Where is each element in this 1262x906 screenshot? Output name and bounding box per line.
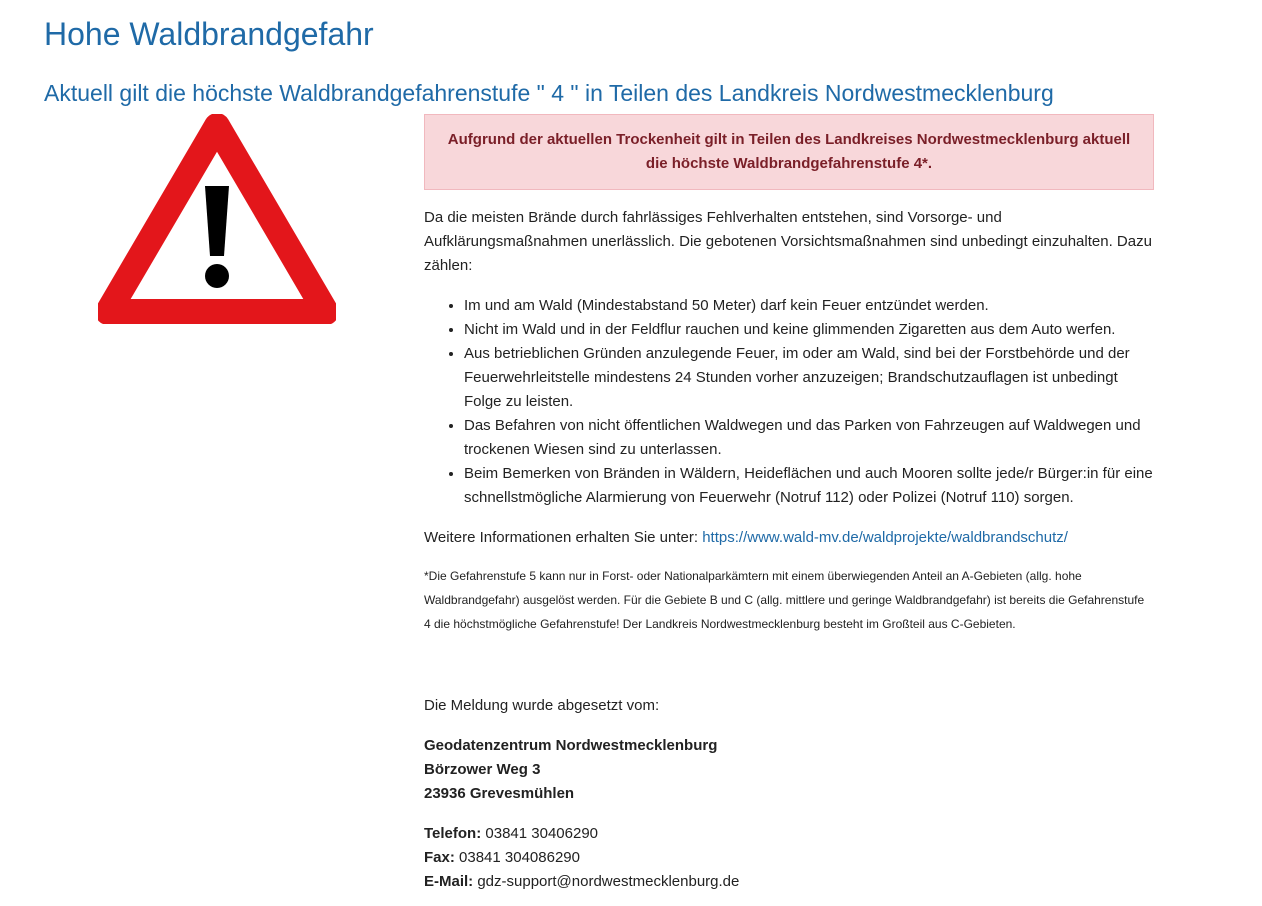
footnote: *Die Gefahrenstufe 5 kann nur in Forst- oder Nationalparkämtern mit einem überwiegenden Anteil an A-Gebieten (allg. hohe Waldbrandgefahr) ausgelöst werden. Für die Gebiete B und C (allg. mittlere und geringe Waldbrandgefahr) ist bereits die Gefahrenstufe 4 die höchstmögliche Gefahrenstufe! Der Landkreis Nordwestmecklenburg besteht im Großteil aus C-Gebieten. (424, 569, 1145, 631)
list-item: • Aus betrieblichen Gründen anzulegende Feuer, im oder am Wald, sind bei der Forstbehörde und der Feuerwehrleitstelle mindestens 24 Stunden vorher anzuzeigen; Brandschutzauflagen ist unbedingt Folge zu leisten. (464, 342, 1154, 414)
list-item: • Nicht im Wald und in der Feldflur rauchen und keine glimmenden Zigaretten aus dem Auto werfen. (464, 318, 1154, 342)
rules-list (424, 294, 1154, 510)
fax-value: 03841 304086290 (454, 849, 580, 866)
reported-by: Die Meldung wurde abgesetzt vom: (424, 697, 660, 714)
org-name: Geodatenzentrum Nordwestmecklenburg (424, 737, 718, 754)
more-info-label: Weitere Informationen erhalten Sie unter: (424, 529, 703, 546)
phone-value: 03841 30406290 (481, 825, 599, 842)
email-value: gdz-support@nordwestmecklenburg.de (473, 873, 740, 890)
contact-fax (424, 846, 1154, 870)
alert-line-2: die höchste Waldbrandgefahrenstufe 4*. (645, 155, 933, 172)
fax-label: Fax: (424, 849, 455, 866)
list-item: • Im und am Wald (Mindestabstand 50 Meter) darf kein Feuer entzündet werden. (464, 294, 1154, 318)
warning-triangle-icon (98, 114, 336, 324)
org-street: Börzower Weg 3 (424, 761, 541, 778)
org-address (424, 734, 1154, 806)
main-content (424, 114, 1154, 894)
page-subtitle: Aktuell gilt die höchste Waldbrandgefahrenstufe " 4 " in Teilen des Landkreis Nordwestmecklenburg (44, 80, 1054, 106)
phone-label: Telefon: (424, 825, 482, 842)
page-title: Hohe Waldbrandgefahr (44, 16, 374, 52)
org-city: 23936 Grevesmühlen (424, 785, 575, 802)
email-label: E-Mail: (424, 873, 474, 890)
list-item: • Beim Bemerken von Bränden in Wäldern, Heideflächen und auch Mooren sollte jede/r Bürger:in für eine schnellstmögliche Alarmierung von Feuerwehr (Notruf 112) oder Polizei (Notruf 110) sorgen. (464, 462, 1154, 510)
alert-box (424, 114, 1154, 190)
contact-email (424, 870, 1154, 894)
intro-text: Da die meisten Brände durch fahrlässiges Fehlverhalten entstehen, sind Vorsorge- und Aufklärungsmaßnahmen unerlässlich. Die gebotenen Vorsichtsmaßnahmen sind unbedingt einzuhalten. Dazu zählen: (424, 209, 1152, 274)
more-info (424, 526, 1154, 550)
contact-phone (424, 822, 1154, 846)
list-item: • Das Befahren von nicht öffentlichen Waldwegen und das Parken von Fahrzeugen auf Waldwegen und trockenen Wiesen sind zu unterlassen. (464, 414, 1154, 462)
waldbrandschutz-link[interactable]: https://www.wald-mv.de/waldprojekte/waldbrandschutz/ (702, 529, 1068, 546)
contact-block (424, 822, 1154, 894)
alert-line-1: Aufgrund der aktuellen Trockenheit gilt in Teilen des Landkreises Nordwestmecklenburg aktuell (447, 131, 1131, 148)
